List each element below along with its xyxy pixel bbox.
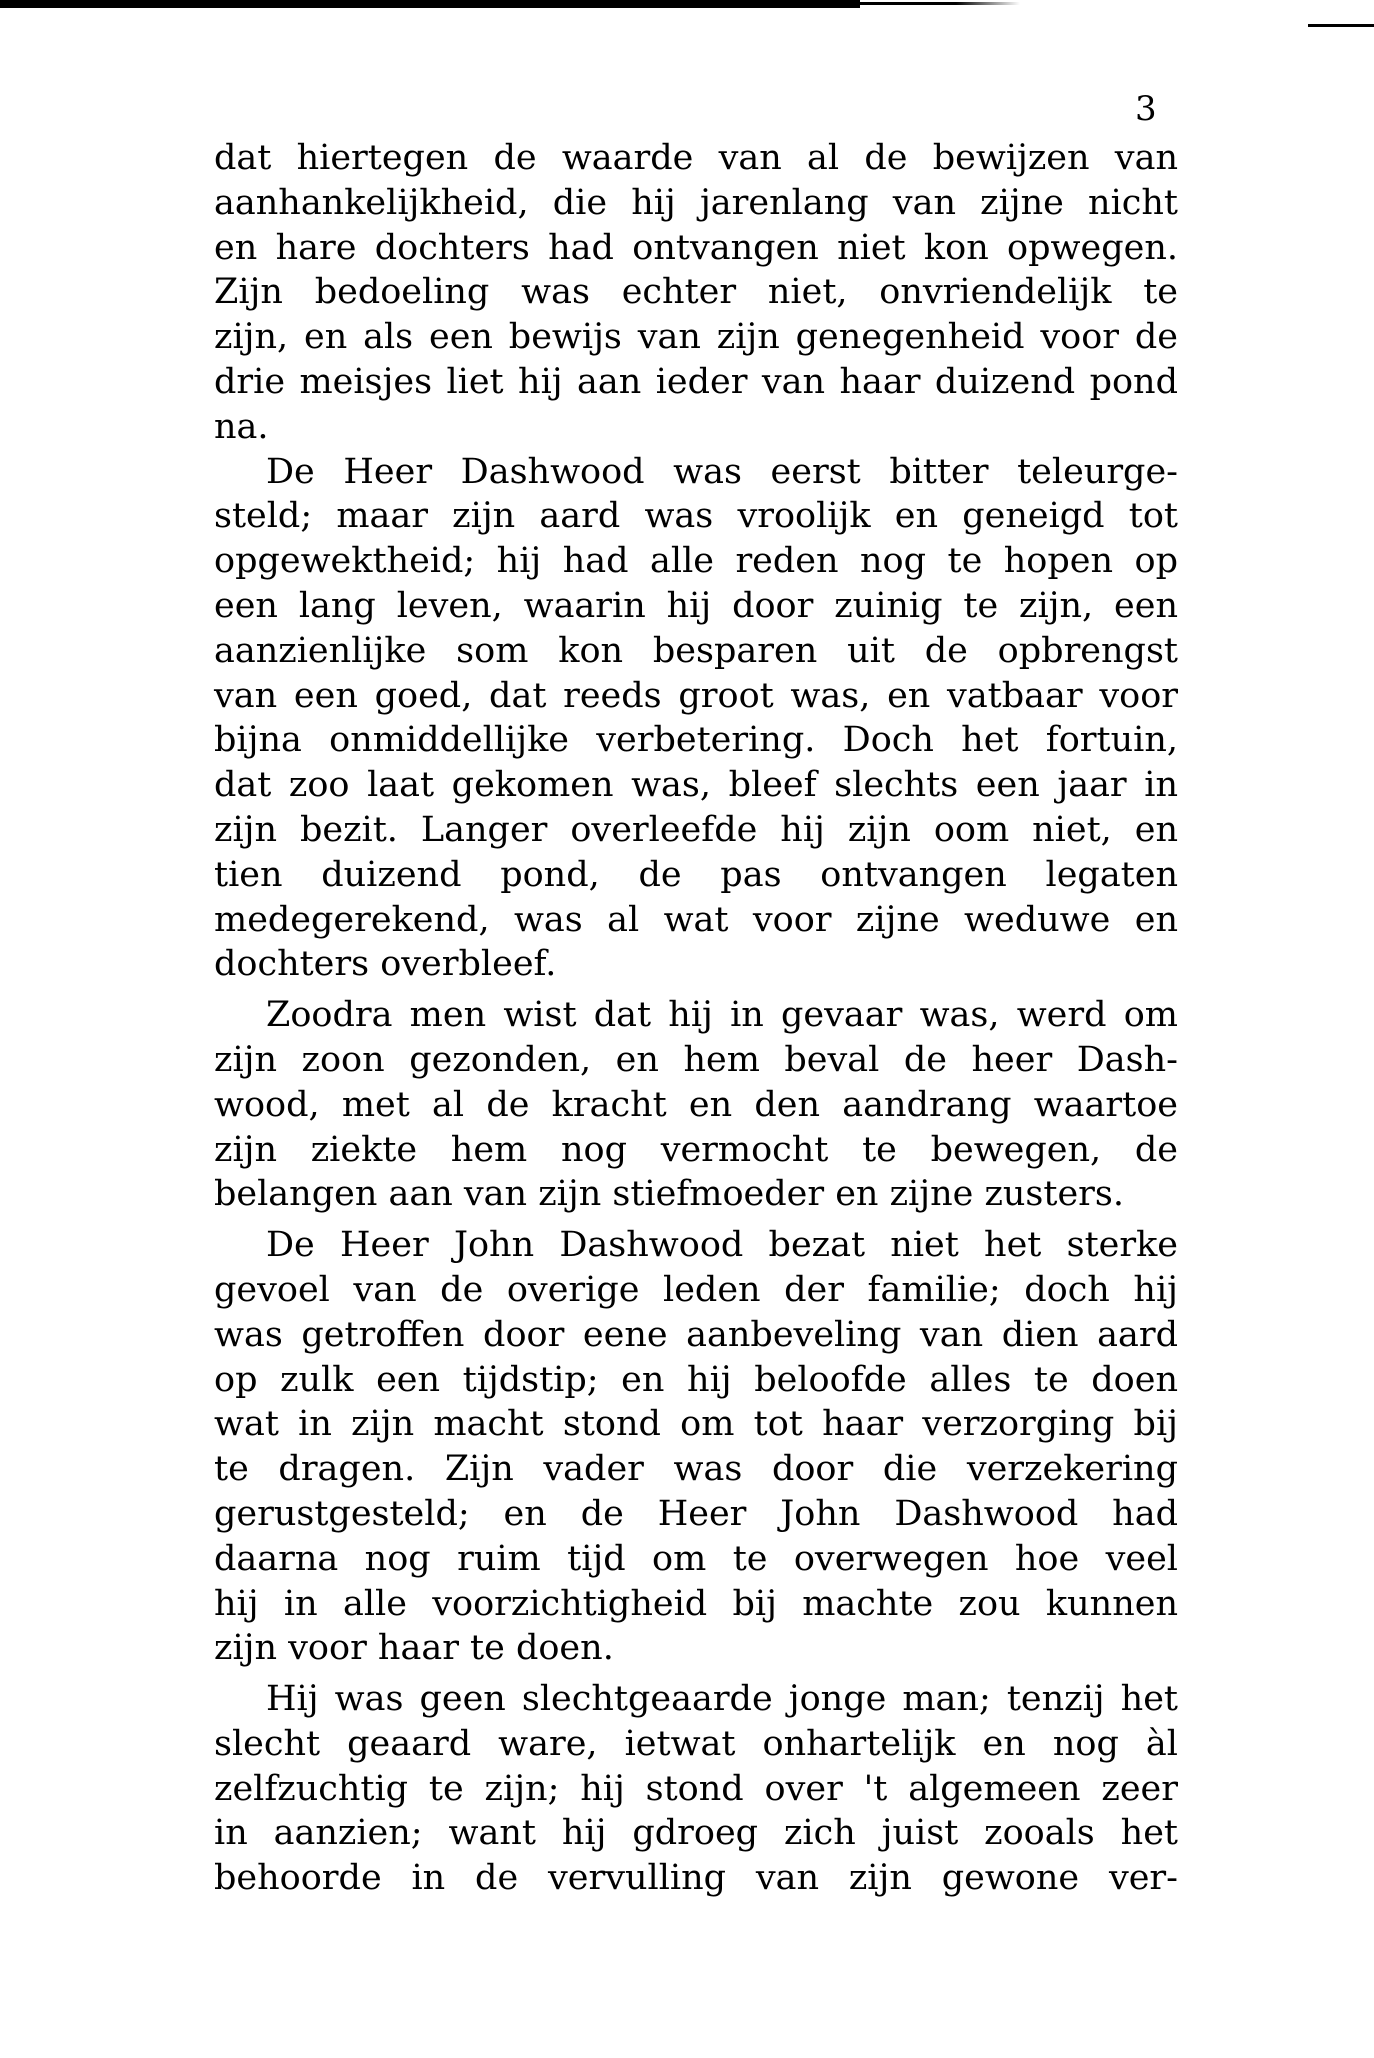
- text-line: gevoel van de overige leden der familie; doch hij: [214, 1269, 1178, 1310]
- text-line: De Heer Dashwood was eerst bitter teleurge-: [266, 451, 1178, 492]
- text-line: zijn bezit. Langer overleefde hij zijn oom niet, en: [214, 809, 1178, 850]
- text-line: zijn zoon gezonden, en hem beval de heer Dash-: [214, 1039, 1178, 1080]
- text-line: was getroffen door eene aanbeveling van dien aard: [214, 1314, 1178, 1355]
- text-line: belangen aan van zijn stiefmoeder en zijne zusters.: [214, 1174, 1124, 1215]
- text-line: van een goed, dat reeds groot was, en vatbaar voor: [214, 675, 1178, 716]
- text-line: Hij was geen slechtgeaarde jonge man; tenzij het: [266, 1679, 1178, 1720]
- text-line: aanhankelijkheid, die hij jarenlang van zijne nicht: [214, 182, 1178, 223]
- paragraph-5: [214, 1677, 1178, 1901]
- text-line: slecht geaard ware, ietwat onhartelijk en nog àl: [214, 1723, 1178, 1764]
- text-line: in aanzien; want hij gdroeg zich juist zooals het: [214, 1813, 1178, 1854]
- text-line: op zulk een tijdstip; en hij beloofde alles te doen: [214, 1359, 1178, 1400]
- paragraph-2: [214, 450, 1178, 988]
- paragraph-4: [214, 1223, 1178, 1671]
- text-line: wat in zijn macht stond om tot haar verzorging bij: [214, 1404, 1178, 1445]
- text-line: dat hiertegen de waarde van al de bewijzen van: [214, 138, 1178, 178]
- text-line: en hare dochters had ontvangen niet kon opwegen.: [214, 227, 1178, 268]
- text-line: wood, met al de kracht en den aandrang waartoe: [214, 1084, 1178, 1125]
- text-line: daarna nog ruim tijd om te overwegen hoe veel: [214, 1538, 1178, 1579]
- text-line: aanzienlijke som kon besparen uit de opbrengst: [214, 630, 1178, 671]
- paragraph-3: [214, 993, 1178, 1217]
- text-line: gerustgesteld; en de Heer John Dashwood had: [214, 1493, 1178, 1534]
- text-line: na.: [214, 406, 269, 447]
- scan-edge-rule-top: [0, 0, 860, 8]
- text-line: dat zoo laat gekomen was, bleef slechts een jaar in: [214, 765, 1178, 806]
- text-line: drie meisjes liet hij aan ieder van haar duizend pond: [214, 361, 1178, 402]
- text-line: zelfzuchtig te zijn; hij stond over 't algemeen zeer: [214, 1768, 1178, 1809]
- text-line: behoorde in de vervulling van zijn gewone ver-: [214, 1858, 1178, 1899]
- text-line: opgewektheid; hij had alle reden nog te hopen op: [214, 541, 1178, 582]
- paragraph-1: [214, 136, 1178, 450]
- text-line: steld; maar zijn aard was vroolijk en geneigd tot: [214, 496, 1178, 537]
- text-line: medegerekend, was al wat voor zijne weduwe en: [214, 899, 1178, 940]
- text-line: De Heer John Dashwood bezat niet het sterke: [266, 1225, 1178, 1266]
- text-line: een lang leven, waarin hij door zuinig te zijn, een: [214, 585, 1178, 626]
- text-line: zijn voor haar te doen.: [214, 1628, 614, 1669]
- text-line: tien duizend pond, de pas ontvangen legaten: [214, 854, 1178, 895]
- text-line: bijna onmiddellijke verbetering. Doch het fortuin,: [214, 720, 1178, 761]
- page-number: 3: [1135, 89, 1157, 129]
- text-line: zijn ziekte hem nog vermocht te bewegen, de: [214, 1129, 1178, 1170]
- scan-edge-rule-right: [1308, 24, 1374, 27]
- text-line: Zoodra men wist dat hij in gevaar was, werd om: [266, 995, 1178, 1036]
- text-line: hij in alle voorzichtigheid bij machte zou kunnen: [214, 1583, 1178, 1624]
- body-text: [214, 136, 1178, 1901]
- text-line: Zijn bedoeling was echter niet, onvriendelijk te: [214, 272, 1178, 313]
- text-line: te dragen. Zijn vader was door die verzekering: [214, 1449, 1178, 1490]
- text-line: dochters overbleef.: [214, 944, 557, 985]
- text-line: zijn, en als een bewijs van zijn genegenheid voor de: [214, 317, 1178, 358]
- scan-edge-rule-top-fade: [860, 2, 1020, 5]
